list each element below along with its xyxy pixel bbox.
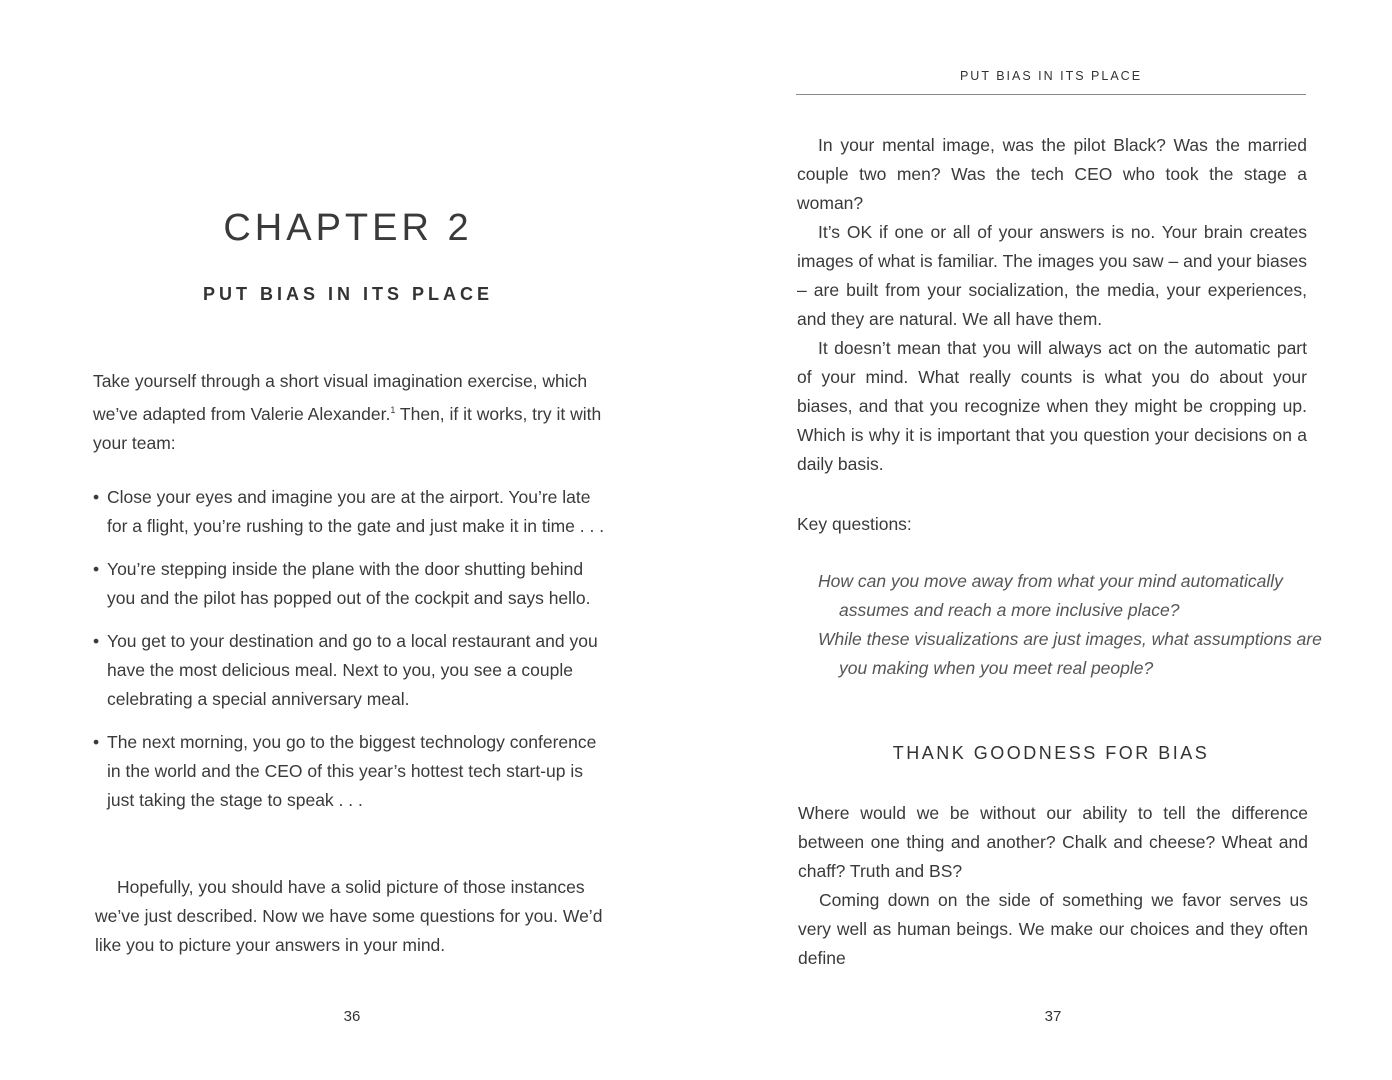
page-number-right: 37 xyxy=(1044,1008,1062,1025)
bullet-marker: • xyxy=(93,487,100,507)
bullet-text: Close your eyes and imagine you are at the airport. You’re late for a flight, you’re rushing to the gate and just make it in time . . . xyxy=(107,487,605,536)
bullet-text: The next morning, you go to the biggest technology conference in the world and the CEO of this year’s hottest tech start-up is just taking the stage to speak . . . xyxy=(107,732,597,810)
paragraph: It doesn’t mean that you will always act on the automatic part of your mind. What really counts is what you do about your biases, and that you recognize when they might be cropping up. Which is why it is important that you question your decisions on a daily basis. xyxy=(797,338,1307,474)
list-item xyxy=(93,483,608,541)
chapter-number: CHAPTER 2 xyxy=(223,207,473,249)
section-heading: THANK GOODNESS FOR BIAS xyxy=(892,743,1210,763)
key-questions-label: Key questions: xyxy=(797,514,912,534)
intro-text-end: Then, if it works, try it with your team: xyxy=(93,403,602,453)
key-question: How can you move away from what your mind automatically assumes and reach a more inclusive place? xyxy=(818,571,1283,620)
intro-text-start: Take yourself through a short visual imagination exercise, which we’ve adapted from Valerie Alexander. xyxy=(93,371,588,424)
paragraph: In your mental image, was the pilot Black? Was the married couple two men? Was the tech CEO who took the stage a woman? xyxy=(797,135,1307,213)
bullet-marker: • xyxy=(93,732,100,752)
paragraph: Coming down on the side of something we favor serves us very well as human beings. We make our choices and they often define xyxy=(798,890,1308,968)
header-rule xyxy=(796,94,1306,95)
bullet-marker: • xyxy=(93,631,100,651)
paragraph: It’s OK if one or all of your answers is no. Your brain creates images of what is familiar. The images you saw – and your biases – are built from your socialization, the media, your experiences, and they are natural. We all have them. xyxy=(797,222,1307,329)
closing-paragraph: Hopefully, you should have a solid picture of those instances we’ve just described. Now we have some questions for you. We’d like you to picture your answers in your mind. xyxy=(95,877,603,955)
list-item xyxy=(93,555,608,613)
chapter-title: PUT BIAS IN ITS PLACE xyxy=(202,284,493,304)
list-item xyxy=(93,728,608,815)
right-page xyxy=(696,0,1392,1080)
paragraph: Where would we be without our ability to tell the difference between one thing and another? Chalk and cheese? Wheat and chaff? Truth and BS? xyxy=(798,803,1308,881)
list-item xyxy=(93,627,608,714)
page-number-left: 36 xyxy=(343,1008,361,1025)
running-head: PUT BIAS IN ITS PLACE xyxy=(959,69,1143,83)
exercise-bullet-list xyxy=(93,483,608,829)
intro-paragraph xyxy=(93,367,605,458)
bullet-text: You’re stepping inside the plane with the door shutting behind you and the pilot has popped out of the cockpit and says hello. xyxy=(107,559,591,608)
bullet-marker: • xyxy=(93,559,100,579)
key-question: While these visualizations are just images, what assumptions are you making when you meet real people? xyxy=(818,629,1322,678)
bullet-text: You get to your destination and go to a local restaurant and you have the most delicious meal. Next to you, you see a couple celebrating a special anniversary meal. xyxy=(107,631,598,709)
footnote-marker: 1 xyxy=(390,405,396,415)
